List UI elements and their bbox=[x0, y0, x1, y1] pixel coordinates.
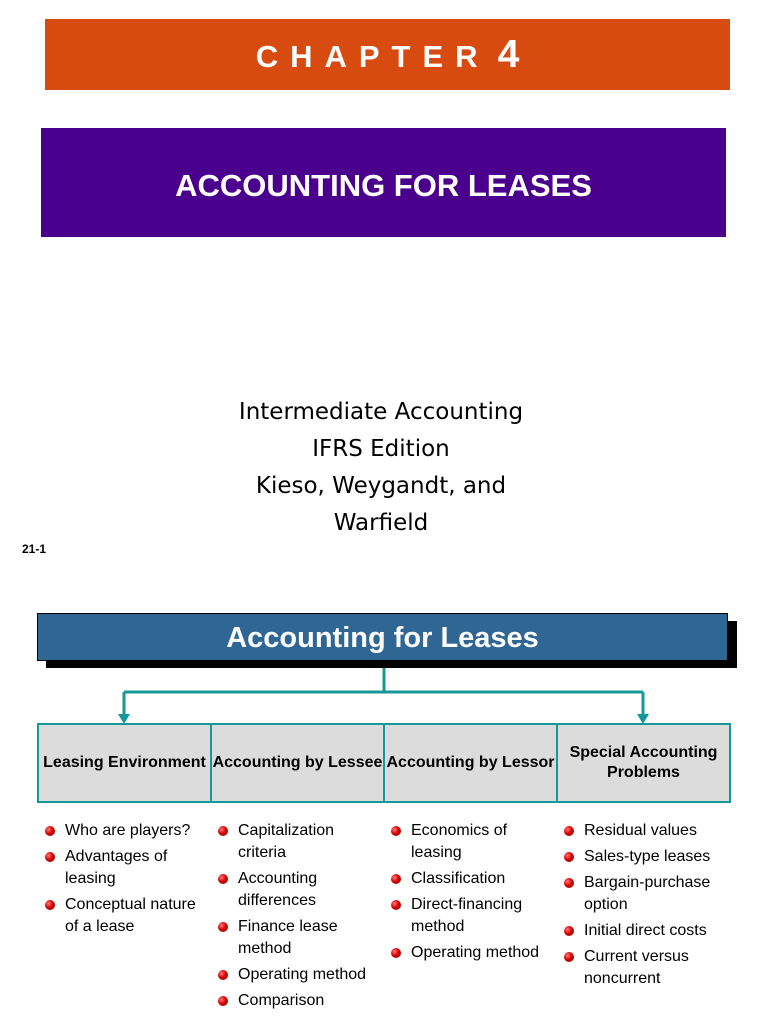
list-item: Accounting differences bbox=[213, 868, 386, 912]
list-item: Bargain-purchase option bbox=[559, 872, 732, 916]
accounting-by-lessor-list bbox=[386, 820, 559, 1016]
bullet-icon bbox=[564, 878, 574, 888]
accounting-by-lessee-list bbox=[213, 820, 386, 1016]
topic-accounting-by-lessee bbox=[210, 725, 383, 801]
topic-label: Accounting by Lessor bbox=[386, 754, 555, 771]
list-item: Sales-type leases bbox=[559, 846, 732, 868]
bullet-icon bbox=[391, 948, 401, 958]
topic-label: Leasing Environment bbox=[43, 754, 206, 771]
list-item: Comparison bbox=[213, 990, 386, 1012]
bullet-icon bbox=[564, 852, 574, 862]
leasing-environment-list bbox=[40, 820, 213, 1016]
topic-special-accounting-problems bbox=[556, 725, 729, 801]
topic-accounting-by-lessor bbox=[383, 725, 556, 801]
bullet-icon bbox=[45, 900, 55, 910]
special-accounting-problems-list bbox=[559, 820, 732, 1016]
list-item: Who are players? bbox=[40, 820, 213, 842]
list-item: Residual values bbox=[559, 820, 732, 842]
list-item: Classification bbox=[386, 868, 559, 890]
bullet-icon bbox=[564, 826, 574, 836]
bullet-icon bbox=[45, 852, 55, 862]
bullet-icon bbox=[391, 874, 401, 884]
list-item: Direct-financing method bbox=[386, 894, 559, 938]
book-line: IFRS Edition bbox=[312, 436, 450, 462]
list-item: Operating method bbox=[213, 964, 386, 986]
topic-label: Accounting by Lessee bbox=[212, 754, 383, 771]
topic-leasing-environment bbox=[39, 725, 210, 801]
bullet-icon bbox=[564, 926, 574, 936]
list-item: Operating method bbox=[386, 942, 559, 964]
bullet-icon bbox=[564, 952, 574, 962]
bullet-icon bbox=[218, 996, 228, 1006]
book-line: Warfield bbox=[333, 510, 429, 536]
list-item: Capitalization criteria bbox=[213, 820, 386, 864]
list-item: Finance lease method bbox=[213, 916, 386, 960]
topic-label: Special Accounting Problems bbox=[569, 744, 718, 781]
book-line: Intermediate Accounting bbox=[238, 399, 524, 425]
list-item: Conceptual nature of a lease bbox=[40, 894, 213, 938]
chapter-title: ACCOUNTING FOR LEASES bbox=[175, 168, 592, 203]
bullet-icon bbox=[45, 826, 55, 836]
bullet-icon bbox=[218, 970, 228, 980]
bullet-icon bbox=[218, 922, 228, 932]
bullet-icon bbox=[391, 900, 401, 910]
bullet-icon bbox=[218, 874, 228, 884]
bullet-icon bbox=[218, 826, 228, 836]
topic-details bbox=[40, 820, 735, 1016]
diagram-header-label: Accounting for Leases bbox=[226, 622, 539, 654]
list-item: Economics of leasing bbox=[386, 820, 559, 864]
bullet-icon bbox=[391, 826, 401, 836]
list-item: Initial direct costs bbox=[559, 920, 732, 942]
book-line: Kieso, Weygandt, and bbox=[255, 473, 507, 499]
list-item: Current versus noncurrent bbox=[559, 946, 732, 990]
chapter-number: 4 bbox=[497, 33, 520, 76]
list-item: Advantages of leasing bbox=[40, 846, 213, 890]
chapter-label: CHAPTER bbox=[255, 39, 490, 74]
slide-number: 21-1 bbox=[22, 542, 47, 556]
topics-row bbox=[37, 723, 731, 803]
